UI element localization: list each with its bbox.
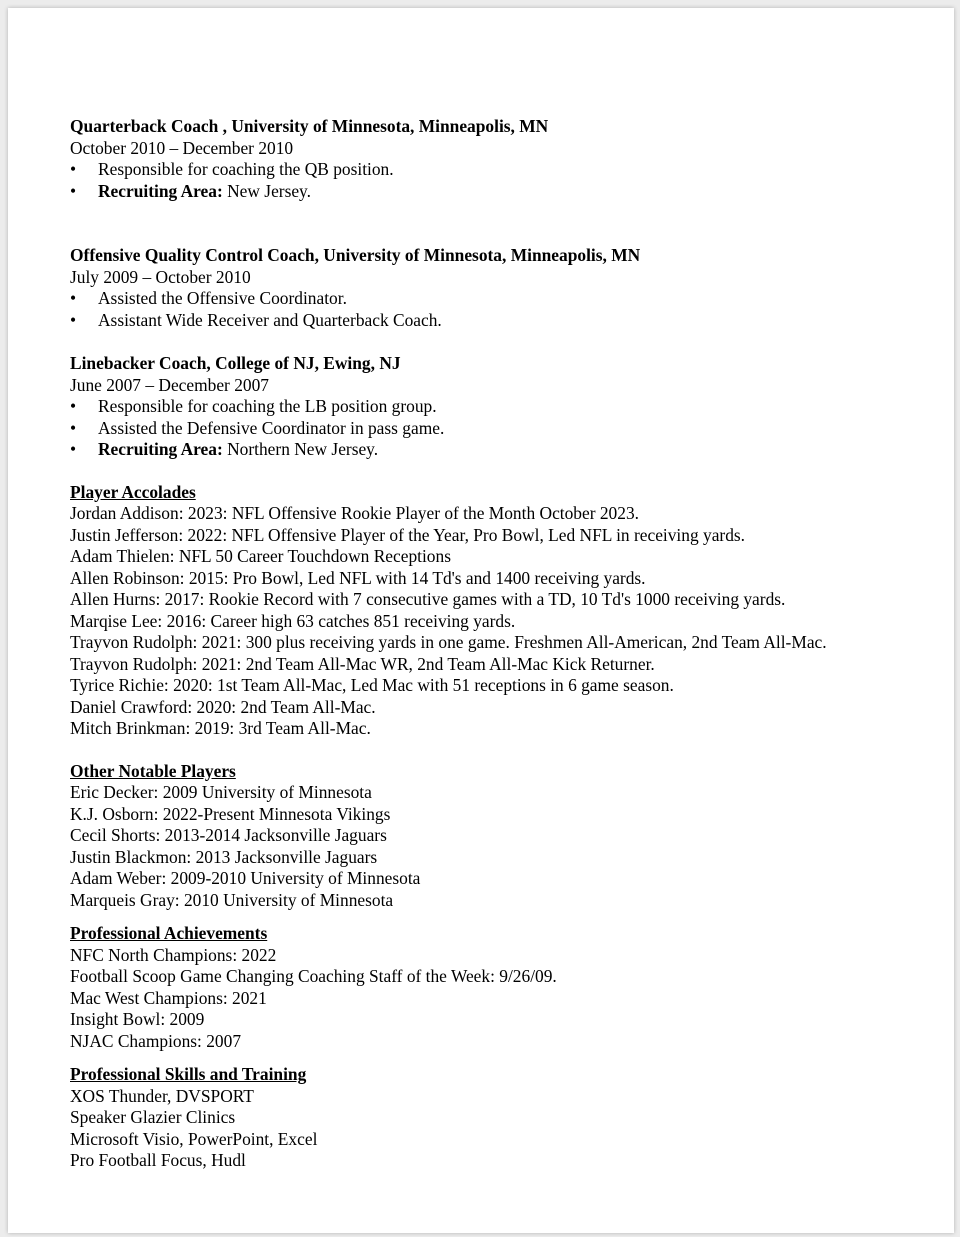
accolade-line: Trayvon Rudolph: 2021: 300 plus receiving yards in one game. Freshmen All-American, 2nd Team All-Mac. bbox=[70, 632, 827, 652]
achievement-line: NFC North Champions: 2022 bbox=[70, 944, 277, 965]
player-line: K.J. Osborn: 2022-Present Minnesota Vikings bbox=[70, 803, 391, 824]
bullet-icon: • bbox=[70, 159, 77, 179]
accolade-line: Trayvon Rudolph: 2021: 2nd Team All-Mac WR, 2nd Team All-Mac Kick Returner. bbox=[70, 653, 655, 674]
section-heading: Player Accolades bbox=[70, 481, 196, 502]
accolade-line: Tyrice Richie: 2020: 1st Team All-Mac, Led Mac with 51 receptions in 6 game season. bbox=[70, 675, 674, 695]
resume-content bbox=[70, 116, 930, 1172]
accolade-line: Justin Jefferson: 2022: NFL Offensive Player of the Year, Pro Bowl, Led NFL in receiving yards. bbox=[70, 524, 746, 545]
section-heading: Professional Skills and Training bbox=[70, 1064, 307, 1084]
duty-item bbox=[70, 418, 930, 440]
duty-text: Assisted the Offensive Coordinator. bbox=[98, 288, 347, 308]
section-heading: Professional Achievements bbox=[70, 923, 268, 943]
player-line: Cecil Shorts: 2013-2014 Jacksonville Jaguars bbox=[70, 825, 387, 845]
duty-text: New Jersey. bbox=[222, 180, 311, 201]
job-title: Linebacker Coach, College of NJ, Ewing, NJ bbox=[70, 353, 401, 373]
player-line: Eric Decker: 2009 University of Minnesota bbox=[70, 782, 372, 802]
accolade-line: Marqise Lee: 2016: Career high 63 catches 851 receiving yards. bbox=[70, 610, 516, 631]
job-entry bbox=[70, 353, 930, 461]
accolade-line: Jordan Addison: 2023: NFL Offensive Rookie Player of the Month October 2023. bbox=[70, 503, 639, 523]
duty-text: Assistant Wide Receiver and Quarterback Coach. bbox=[98, 309, 442, 330]
skill-line: XOS Thunder, DVSPORT bbox=[70, 1085, 254, 1106]
player-line: Adam Weber: 2009-2010 University of Minnesota bbox=[70, 868, 421, 888]
achievement-line: Football Scoop Game Changing Coaching Staff of the Week: 9/26/09. bbox=[70, 966, 557, 986]
job-duties bbox=[70, 159, 930, 202]
bullet-icon: • bbox=[70, 288, 77, 308]
player-line: Justin Blackmon: 2013 Jacksonville Jaguars bbox=[70, 846, 378, 867]
bullet-icon: • bbox=[70, 180, 77, 201]
duty-item bbox=[70, 181, 930, 203]
achievement-line: Mac West Champions: 2021 bbox=[70, 987, 267, 1008]
duty-item bbox=[70, 396, 930, 418]
skill-line: Microsoft Visio, PowerPoint, Excel bbox=[70, 1128, 318, 1149]
skill-line: Speaker Glazier Clinics bbox=[70, 1107, 236, 1127]
bullet-icon: • bbox=[70, 309, 77, 330]
bullet-icon: • bbox=[70, 396, 77, 416]
accolade-line: Allen Robinson: 2015: Pro Bowl, Led NFL with 14 Td's and 1400 receiving yards. bbox=[70, 567, 646, 588]
job-duties bbox=[70, 288, 930, 331]
accolade-line: Daniel Crawford: 2020: 2nd Team All-Mac. bbox=[70, 696, 376, 717]
duty-item bbox=[70, 439, 930, 461]
duty-label: Recruiting Area: bbox=[98, 180, 223, 201]
job-title: Quarterback Coach , University of Minnesota, Minneapolis, MN bbox=[70, 116, 549, 136]
resume-page bbox=[8, 8, 954, 1233]
accolade-line: Adam Thielen: NFL 50 Career Touchdown Receptions bbox=[70, 546, 451, 566]
accolade-line: Mitch Brinkman: 2019: 3rd Team All-Mac. bbox=[70, 718, 371, 738]
duty-text: Responsible for coaching the QB position. bbox=[98, 159, 394, 179]
duty-item bbox=[70, 159, 930, 181]
bullet-icon: • bbox=[70, 417, 77, 438]
job-dates: June 2007 – December 2007 bbox=[70, 374, 269, 395]
duty-item bbox=[70, 310, 930, 332]
achievement-line: NJAC Champions: 2007 bbox=[70, 1030, 242, 1051]
duty-item bbox=[70, 288, 930, 310]
skills-section bbox=[70, 1064, 930, 1172]
duty-label: Recruiting Area: bbox=[98, 439, 223, 459]
duty-text: Northern New Jersey. bbox=[222, 439, 379, 459]
bullet-icon: • bbox=[70, 439, 77, 459]
job-duties bbox=[70, 396, 930, 461]
player-line: Marqueis Gray: 2010 University of Minnesota bbox=[70, 889, 394, 910]
job-entry bbox=[70, 116, 930, 202]
section-heading: Other Notable Players bbox=[70, 760, 236, 781]
duty-text: Responsible for coaching the LB position group. bbox=[98, 396, 437, 416]
accolade-line: Allen Hurns: 2017: Rookie Record with 7 consecutive games with a TD, 10 Td's 1000 receiving yards. bbox=[70, 589, 786, 609]
player-accolades-section bbox=[70, 482, 930, 740]
job-entry bbox=[70, 245, 930, 331]
other-players-section bbox=[70, 761, 930, 912]
achievements-section bbox=[70, 923, 930, 1052]
job-title: Offensive Quality Control Coach, University of Minnesota, Minneapolis, MN bbox=[70, 245, 641, 265]
job-dates: July 2009 – October 2010 bbox=[70, 266, 251, 287]
job-dates: October 2010 – December 2010 bbox=[70, 137, 294, 158]
skill-line: Pro Football Focus, Hudl bbox=[70, 1150, 246, 1170]
duty-text: Assisted the Defensive Coordinator in pass game. bbox=[98, 417, 445, 438]
achievement-line: Insight Bowl: 2009 bbox=[70, 1009, 205, 1029]
